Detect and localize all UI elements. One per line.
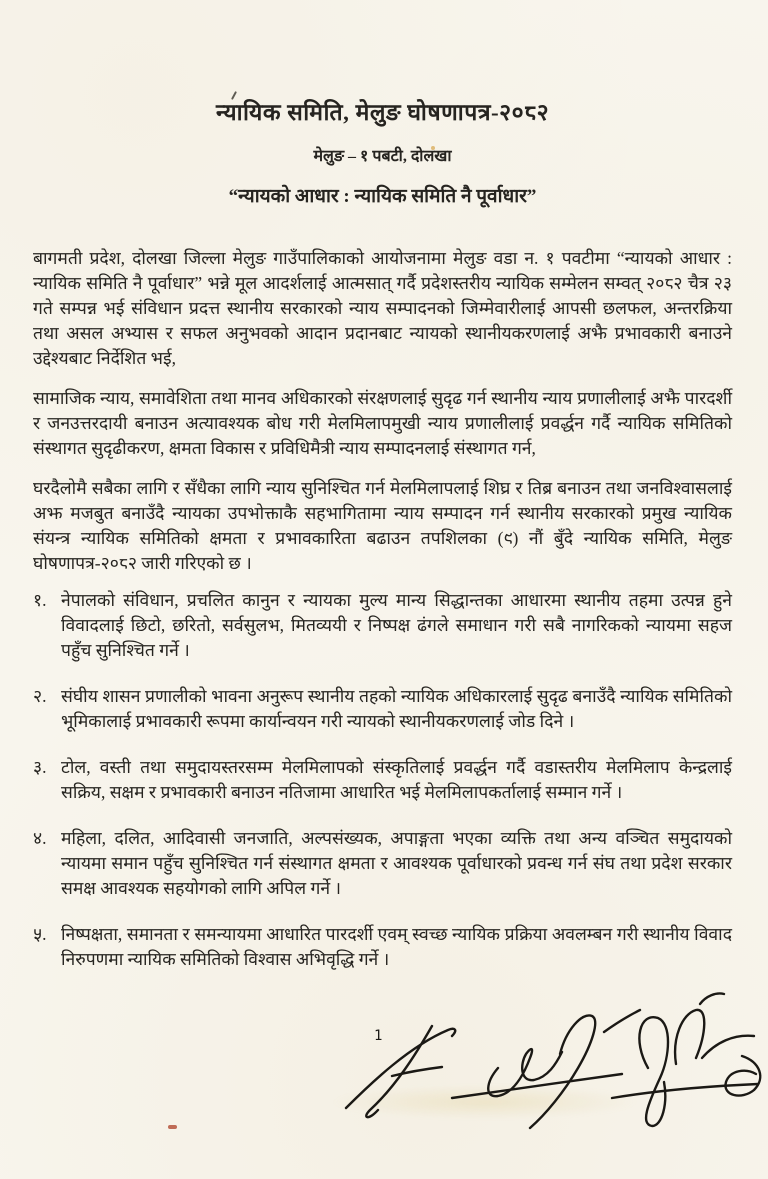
item-text: महिला, दलित, आदिवासी जनजाति, अल्पसंख्यक, अपाङ्गता भएका व्यक्ति तथा अन्य वञ्चित समुदायको न्यायमा समान पहुँच सुनिश्चित गर्न संस्थागत क्षमता र आवश्यक पूर्वाधारको प्रवन्ध गर्न संघ तथा प्रदेश सरकार समक्ष आवश्यक सहयोगको लागि अपिल गर्ने । — [61, 828, 732, 898]
declaration-item-3 — [33, 755, 732, 805]
item-text: टोल, वस्ती तथा समुदायस्तरसम्म मेलमिलापको संस्कृतिलाई प्रवर्द्धन गर्दै वडास्तरीय मेलमिलाप केन्द्रलाई सक्रिय, सक्षम र प्रभावकारी बनाउन नतिजामा आधारित भई मेलमिलापकर्तालाई सम्मान गर्ने । — [61, 757, 732, 802]
paper-stain — [330, 1085, 640, 1119]
page-number: 1 — [374, 1028, 383, 1044]
document-subtitle: मेलुङ – १ पबटी, दोलखा — [313, 148, 452, 165]
item-number: ४. — [33, 828, 47, 848]
item-number: ५. — [33, 924, 47, 944]
declaration-item-1 — [33, 588, 732, 663]
preamble-paragraph-3: घरदैलोमै सबैका लागि र सँधैका लागि न्याय सुनिश्चित गर्न मेलमिलापलाई शिघ्र र तिब्र बनाउन तथा जनविश्वासलाई अझ मजबुत बनाउँदै न्यायका उपभोक्ताकै सहभागितामा न्याय सम्पादन गर्न स्थानीय सरकारको प्रमुख न्यायिक संयन्त्र न्यायिक समितिको क्षमता र प्रभावकारिता बढाउन तपशिलका (९) नौं बुँदे न्यायिक समिति, मेलुङ घोषणापत्र-२०८२ जारी गरिएको छ । — [33, 478, 732, 573]
declaration-item-4 — [33, 826, 732, 901]
document-motto: “न्यायको आधार : न्यायिक समिति नै पूर्वाधार” — [228, 186, 537, 207]
declaration-items — [33, 588, 732, 972]
item-text: संघीय शासन प्रणालीको भावना अनुरूप स्थानीय तहको न्यायिक अधिकारलाई सुदृढ बनाउँदै न्यायिक समितिको भूमिकालाई प्रभावकारी रूपमा कार्यान्वयन गरी न्यायको स्थानीयकरणलाई जोड दिने । — [61, 686, 732, 731]
document-title: न्यायिक समिति, मेलुङ घोषणापत्र-२०८२ — [215, 100, 550, 125]
item-number: ३. — [33, 757, 47, 777]
item-text: नेपालको संविधान, प्रचलित कानुन र न्यायका मुल्य मान्य सिद्धान्तका आधारमा स्थानीय तहमा उत्पन्न हुने विवादलाई छिटो, छरितो, सर्वसुलभ, मितव्ययी र निष्पक्ष ढंगले समाधान गरी सबै नागरिकको न्यायमा सहज पहुँच सुनिश्चित गर्ने । — [61, 590, 732, 660]
item-number: १. — [33, 590, 47, 610]
declaration-item-2 — [33, 684, 732, 734]
ink-speck — [168, 1125, 177, 1129]
item-number: २. — [33, 686, 47, 706]
item-text: निष्पक्षता, समानता र समन्यायमा आधारित पारदर्शी एवम् स्वच्छ न्यायिक प्रक्रिया अवलम्बन गरी स्थानीय विवाद निरुपणमा न्यायिक समितिको विश्वास अभिवृद्धि गर्ने । — [61, 924, 732, 969]
document-content — [33, 0, 732, 993]
preamble-paragraph-2: सामाजिक न्याय, समावेशिता तथा मानव अधिकारको संरक्षणलाई सुदृढ गर्न स्थानीय न्याय प्रणालीलाई अझै पारदर्शी र जनउत्तरदायी बनाउन अत्यावश्यक बोध गरी मेलमिलापमुखी न्याय प्रणालीलाई प्रवर्द्धन गर्दै न्यायिक समितिको संस्थागत सुदृढीकरण, क्षमता विकास र प्रविधिमैत्री न्याय सम्पादनलाई संस्थागत गर्न, — [33, 388, 732, 458]
preamble-paragraph-1: बागमती प्रदेश, दोलखा जिल्ला मेलुङ गाउँपालिकाको आयोजनामा मेलुङ वडा न. १ पवटीमा “न्यायको आधार : न्यायिक समिति नै पूर्वाधार” भन्ने मूल आदर्शलाई आत्मसात् गर्दै प्रदेशस्तरीय न्यायिक सम्मेलन सम्वत् २०८२ चैत्र २३ गते सम्पन्न भई संविधान प्रदत्त स्थानीय सरकारको न्याय सम्पादनको जिम्मेवारीलाई आपसी छलफल, अन्तरक्रिया तथा असल अभ्यास र सफल अनुभवको आदान प्रदानबाट न्यायको स्थानीयकरणलाई अझै प्रभावकारी बनाउने उद्देश्यबाट निर्देशित भई, — [33, 248, 732, 368]
declaration-item-5 — [33, 922, 732, 972]
